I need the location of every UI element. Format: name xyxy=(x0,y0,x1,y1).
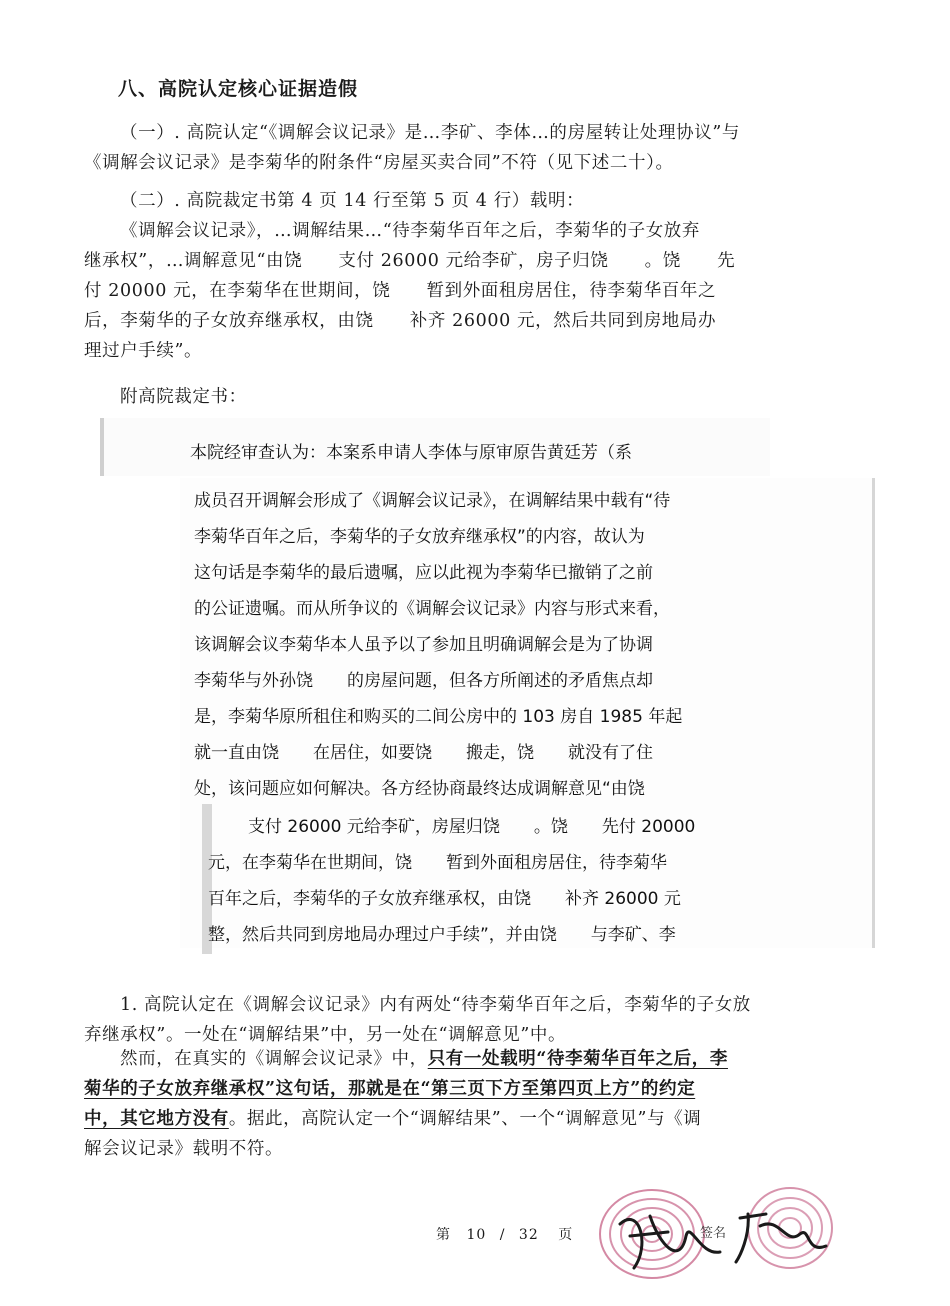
page-suffix: 页 xyxy=(558,1227,574,1243)
current-page: 10 xyxy=(466,1227,487,1243)
paragraph-line: （一）. 高院认定“《调解会议记录》是…李矿、李体…的房屋转让处理协议”与 xyxy=(120,123,740,143)
signature-label: 签名 xyxy=(700,1226,727,1241)
paragraph-line: 弃继承权”。一处在“调解结果”中，另一处在“调解意见”中。 xyxy=(84,1025,567,1045)
attachment-label xyxy=(84,382,860,412)
scan-line: 是，李菊华原所租住和购买的二间公房中的 103 房自 1985 年起 xyxy=(194,707,683,727)
paragraph-line: 理过户手续”。 xyxy=(84,341,203,361)
paragraph-line xyxy=(84,1104,860,1134)
scan-line: 成员召开调解会形成了《调解会议记录》，在调解结果中载有“待 xyxy=(194,491,671,511)
paragraph-line: 《调解会议记录》，…调解结果…“待李菊华百年之后，李菊华的子女放弃 xyxy=(120,221,700,241)
paragraph-line: 解会议记录》载明不符。 xyxy=(84,1139,284,1159)
emphasis-text: 只有一处载明“待李菊华百年之后，李 xyxy=(427,1049,728,1069)
scan-line: 本院经审查认为：本案系申请人李体与原审原告黄廷芳（系 xyxy=(190,443,632,463)
plain-text: 。据此，高院认定一个“调解结果”、一个“调解意见”与《调 xyxy=(228,1109,702,1129)
paragraph-2 xyxy=(84,186,860,366)
plain-text: 然而，在真实的《调解会议记录》中， xyxy=(120,1049,428,1069)
scan-line: 就一直由饶 在居住，如要饶 搬走，饶 就没有了住 xyxy=(194,743,653,763)
scan-line: 支付 26000 元给李矿，房屋归饶 。饶 先付 20000 xyxy=(248,817,696,837)
paragraph-line: 继承权”，…调解意见“由饶 支付 26000 元给李矿，房子归饶 。饶 先 xyxy=(84,251,736,271)
page-number xyxy=(436,1224,573,1244)
scanned-ruling-excerpt xyxy=(100,418,780,958)
paragraph-line xyxy=(84,1044,860,1074)
scan-line: 元，在李菊华在世期间，饶 暂到外面租房居住，待李菊华 xyxy=(208,853,667,873)
paragraph-4 xyxy=(84,1044,860,1164)
scan-line: 处，该问题应如何解决。各方经协商最终达成调解意见“由饶 xyxy=(194,779,645,799)
scan-line: 的公证遗嘱。而从所争议的《调解会议记录》内容与形式来看， xyxy=(194,599,670,619)
emphasis-line: 菊华的子女放弃继承权”这句话，那就是在“第三页下方至第四页上方”的约定 xyxy=(84,1079,696,1099)
page-prefix: 第 xyxy=(436,1227,451,1243)
paragraph-line: （二）. 高院裁定书第 4 页 14 行至第 5 页 4 行）载明： xyxy=(120,191,585,211)
paragraph-line: 付 20000 元，在李菊华在世期间，饶 暂到外面租房居住，待李菊华百年之 xyxy=(84,281,717,301)
paragraph-line: 《调解会议记录》是李菊华的附条件“房屋买卖合同”不符（见下述二十）。 xyxy=(84,153,674,173)
paragraph-line: 后，李菊华的子女放弃继承权，由饶 补齐 26000 元，然后共同到房地局办 xyxy=(84,311,717,331)
scan-line: 李菊华百年之后，李菊华的子女放弃继承权”的内容，故认为 xyxy=(194,527,645,547)
paragraph-3 xyxy=(84,990,860,1050)
fingerprint-icon xyxy=(748,1188,832,1268)
page-separator: / xyxy=(499,1227,506,1243)
emphasis-text: 中，其它地方没有 xyxy=(84,1109,229,1129)
scan-line: 李菊华与外孙饶 的房屋问题，但各方所阐述的矛盾焦点却 xyxy=(194,671,653,691)
paragraph-1 xyxy=(84,118,860,178)
total-pages: 32 xyxy=(518,1227,539,1243)
scan-line: 整，然后共同到房地局办理过户手续”，并由饶 与李矿、李 xyxy=(208,925,676,945)
scan-line: 百年之后，李菊华的子女放弃继承权，由饶 补齐 26000 元 xyxy=(208,889,681,909)
scan-line: 该调解会议李菊华本人虽予以了参加且明确调解会是为了协调 xyxy=(194,635,653,655)
section-heading: 八、高院认定核心证据造假 xyxy=(118,78,359,100)
attachment-label-text: 附高院裁定书： xyxy=(120,387,247,407)
scan-line: 这句话是李菊华的最后遗嘱，应以此视为李菊华已撤销了之前 xyxy=(194,563,653,583)
paragraph-line: 1. 高院认定在《调解会议记录》内有两处“待李菊华百年之后，李菊华的子女放 xyxy=(120,995,751,1015)
